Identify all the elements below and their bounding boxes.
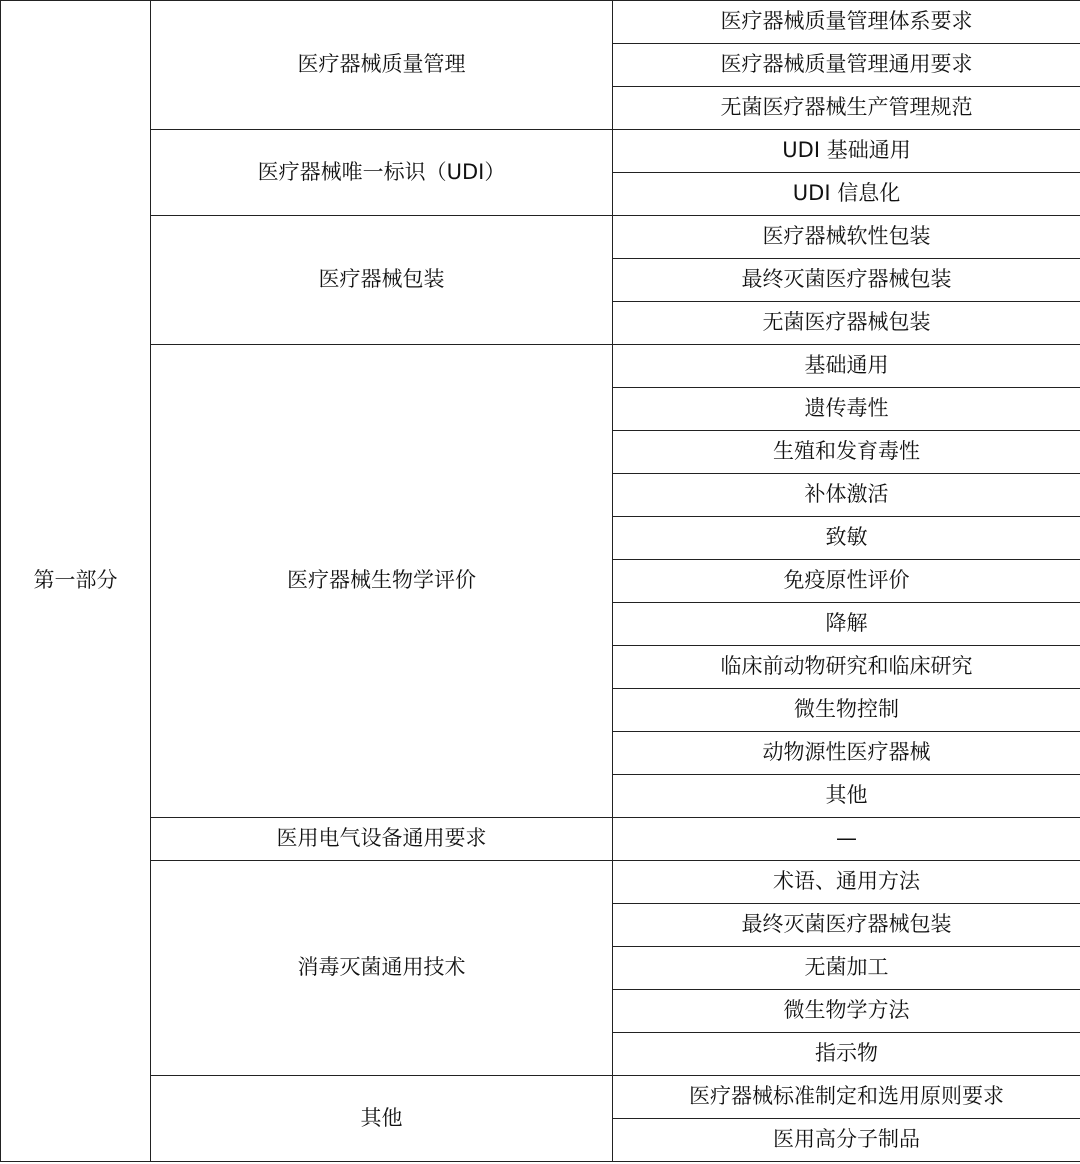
item-cell: 补体激活 (613, 474, 1080, 517)
category-cell: 医疗器械包装 (151, 216, 613, 345)
item-cell: 微生物学方法 (613, 990, 1080, 1033)
item-cell: UDI 信息化 (613, 173, 1080, 216)
item-cell: 医疗器械软性包装 (613, 216, 1080, 259)
item-cell: 医用高分子制品 (613, 1119, 1080, 1162)
item-cell: UDI 基础通用 (613, 130, 1080, 173)
table-body (1, 1, 1080, 1162)
category-cell: 医疗器械唯一标识（UDI） (151, 130, 613, 216)
item-cell: 医疗器械标准制定和选用原则要求 (613, 1076, 1080, 1119)
table-row (1, 818, 1080, 861)
item-cell: 无菌医疗器械生产管理规范 (613, 87, 1080, 130)
item-cell: 指示物 (613, 1033, 1080, 1076)
table-row (1, 1076, 1080, 1119)
item-cell: 医疗器械质量管理体系要求 (613, 1, 1080, 44)
category-cell: 医疗器械生物学评价 (151, 345, 613, 818)
item-cell: 医疗器械质量管理通用要求 (613, 44, 1080, 87)
table-row (1, 216, 1080, 259)
item-cell: 基础通用 (613, 345, 1080, 388)
item-cell: 免疫原性评价 (613, 560, 1080, 603)
table-row (1, 1, 1080, 44)
table-row (1, 345, 1080, 388)
item-cell: 生殖和发育毒性 (613, 431, 1080, 474)
table-row (1, 861, 1080, 904)
item-cell: 致敏 (613, 517, 1080, 560)
category-cell: 其他 (151, 1076, 613, 1162)
item-cell: 微生物控制 (613, 689, 1080, 732)
table-row (1, 130, 1080, 173)
item-cell: 无菌医疗器械包装 (613, 302, 1080, 345)
category-cell: 消毒灭菌通用技术 (151, 861, 613, 1076)
item-cell: 其他 (613, 775, 1080, 818)
item-cell: 术语、通用方法 (613, 861, 1080, 904)
category-cell: 医疗器械质量管理 (151, 1, 613, 130)
item-cell: 遗传毒性 (613, 388, 1080, 431)
item-cell: 降解 (613, 603, 1080, 646)
category-cell: 医用电气设备通用要求 (151, 818, 613, 861)
item-cell: 最终灭菌医疗器械包装 (613, 259, 1080, 302)
item-cell: 临床前动物研究和临床研究 (613, 646, 1080, 689)
part-label-cell: 第一部分 (1, 1, 151, 1162)
item-cell: — (613, 818, 1080, 861)
item-cell: 动物源性医疗器械 (613, 732, 1080, 775)
item-cell: 最终灭菌医疗器械包装 (613, 904, 1080, 947)
item-cell: 无菌加工 (613, 947, 1080, 990)
